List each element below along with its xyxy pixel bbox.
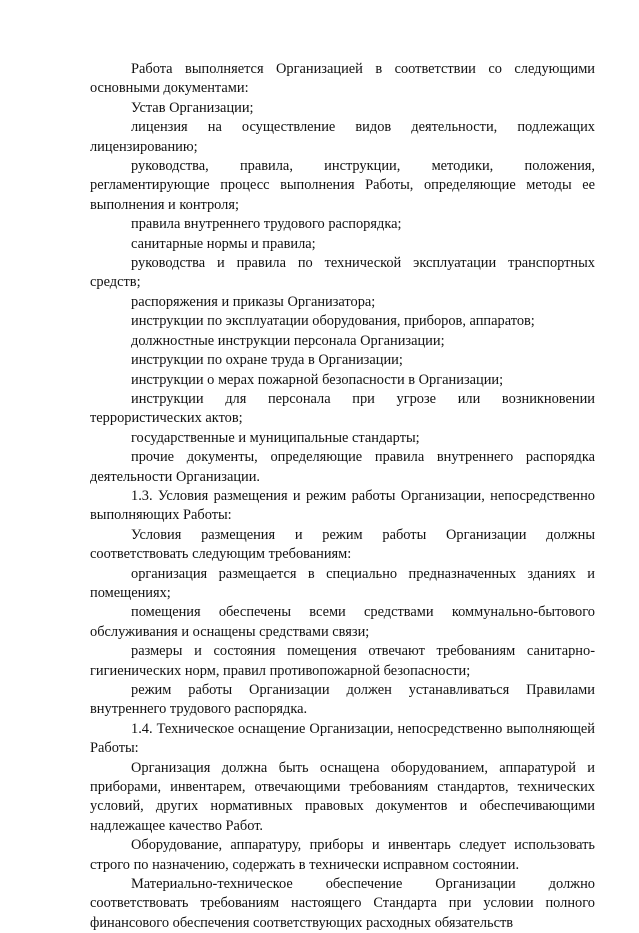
list-item: санитарные нормы и правила; xyxy=(131,235,316,252)
section-heading-1-4: 1.4. Техническое оснащение Организации, непосредственно выполняющей Работы: xyxy=(90,720,595,757)
list-item: размеры и состояния помещения отвечают требованиям санитарно-гигиенических норм, правил противопожарной безопасности; xyxy=(90,643,595,679)
section-heading-1-3: 1.3. Условия размещения и режим работы Организации, непосредственно выполняющих Работы: xyxy=(90,487,595,524)
list-item: инструкции для персонала при угрозе или возникновении террористических актов; xyxy=(90,390,595,427)
list-item: инструкции о мерах пожарной безопасности в Организации; xyxy=(131,371,504,388)
list-item: прочие документы, определяющие правила внутреннего распорядка деятельности Организации. xyxy=(90,449,595,485)
list-item: распоряжения и приказы Организатора; xyxy=(131,293,376,310)
list-item: государственные и муниципальные стандарты; xyxy=(131,429,420,446)
list-item: руководства, правила, инструкции, методики, положения, регламентирующие процесс выполнения Работы, определяющие методы ее выполнения и контроля; xyxy=(90,158,595,213)
paragraph: Условия размещения и режим работы Организации должны соответствовать следующим требованиям: xyxy=(90,526,595,563)
list-item: лицензия на осуществление видов деятельности, подлежащих лицензированию; xyxy=(90,119,595,155)
list-item: Устав Организации; xyxy=(131,99,254,116)
list-item: правила внутреннего трудового распорядка; xyxy=(131,216,402,233)
list-item: режим работы Организации должен устанавливаться Правилами внутреннего трудового распорядка. xyxy=(90,682,595,718)
list-item: организация размещается в специально предназначенных зданиях и помещениях; xyxy=(90,565,595,601)
paragraph: Организация должна быть оснащена оборудованием, аппаратурой и приборами, инвентарем, отвечающими требованиям стандартов, технических условий, других нормативных правовых документов и обеспечивающими надлежащее качество Работ. xyxy=(90,759,595,834)
list-item: должностные инструкции персонала Организации; xyxy=(131,332,445,349)
paragraph: Работа выполняется Организацией в соответствии со следующими основными документами: xyxy=(90,61,595,97)
list-item: инструкции по охране труда в Организации; xyxy=(131,352,403,369)
list-item: руководства и правила по технической эксплуатации транспортных средств; xyxy=(90,255,595,291)
document-body xyxy=(90,60,595,933)
list-item: инструкции по эксплуатации оборудования, приборов, аппаратов; xyxy=(131,313,535,330)
list-item: помещения обеспечены всеми средствами коммунально-бытового обслуживания и оснащены средствами связи; xyxy=(90,604,595,640)
paragraph: Материально-техническое обеспечение Организации должно соответствовать требованиям настоящего Стандарта при условии полного финансового обеспечения соответствующих расходных обязательств xyxy=(90,876,595,931)
paragraph: Оборудование, аппаратуру, приборы и инвентарь следует использовать строго по назначению, содержать в технически исправном состоянии. xyxy=(90,837,595,873)
